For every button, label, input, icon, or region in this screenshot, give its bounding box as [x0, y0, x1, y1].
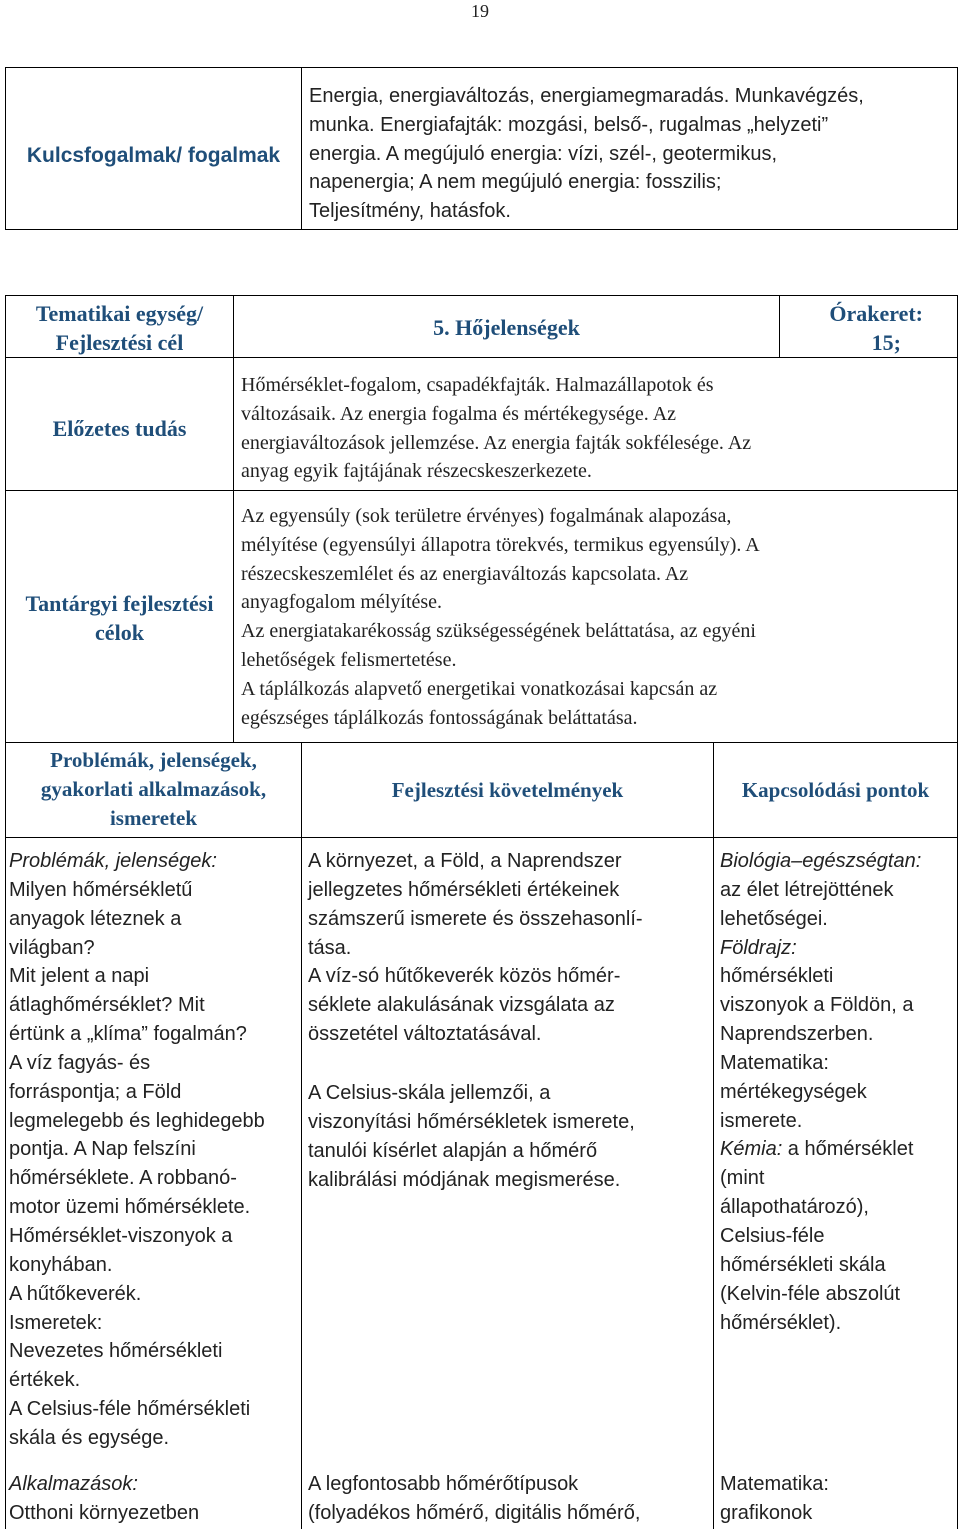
middle-line: (folyadékos hőmérő, digitális hőmérő,: [308, 1501, 641, 1524]
foldrajz-line: viszonyok a Földön, a: [720, 994, 914, 1017]
matematika2-label: Matematika:: [720, 1473, 829, 1495]
table2-left-border: [5, 295, 6, 1529]
tantargyi-line: részecskeszemlélet és az energiaváltozás kapcsolata. Az: [241, 562, 689, 585]
matematika-line: ismerete.: [720, 1109, 803, 1132]
middle-line: A Celsius-skála jellemzői, a: [308, 1082, 551, 1104]
elozetes-line: anyag egyik fajtájának részecskeszerkezete.: [241, 460, 592, 483]
kulcsfogalmak-line: energia. A megújuló energia: vízi, szél-, geotermikus,: [309, 142, 778, 165]
middle-line: A víz-só hűtőkeverék közös hőmér-: [308, 965, 621, 988]
col3-header: Kapcsolódási pontok: [741, 778, 930, 802]
left-line: pontja. A Nap felszíni: [9, 1138, 196, 1161]
table2-top-border: [5, 295, 958, 296]
middle-block-1: [308, 847, 710, 1049]
left-line: Hőmérséklet-viszonyok a: [9, 1224, 233, 1247]
middle-line: számszerű ismerete és összehasonlí-: [308, 907, 643, 930]
kemia-label: Kémia:: [720, 1138, 783, 1161]
foldrajz-line: Naprendszerben.: [720, 1023, 874, 1046]
left-column: [9, 847, 299, 1453]
tantargyi-text: [241, 502, 953, 732]
tantargyi-label-line2: célok: [95, 620, 144, 645]
left-line: értünk a „klíma” fogalmán?: [9, 1023, 247, 1046]
tematikai-label-line2: Fejlesztési cél: [55, 330, 184, 355]
kemia-line: (mint: [720, 1167, 765, 1190]
table1-right-border: [957, 67, 958, 230]
col2-header: Fejlesztési követelmények: [391, 778, 624, 802]
tantargyi-line: Az energiatakarékosság szükségességének beláttatása, az egyéni: [241, 620, 756, 643]
table2-right-border: [957, 295, 958, 1529]
left-line: Milyen hőmérsékletű: [9, 878, 193, 901]
table2-label-divider: [233, 295, 234, 743]
foldrajz-label: Földrajz:: [720, 936, 797, 959]
orakeret-line1: Órakeret:: [829, 301, 923, 326]
table1-top-border: [5, 67, 958, 68]
table1-bottom-border: [5, 229, 958, 230]
left-line: motor üzemi hőmérséklete.: [9, 1196, 251, 1219]
tematikai-label-line1: Tematikai egység/: [35, 301, 204, 326]
right-column: [720, 847, 956, 1337]
kulcsfogalmak-line: napenergia; A nem megújuló energia: fosszilis;: [309, 171, 722, 194]
kemia-line: (Kelvin-féle abszolút: [720, 1282, 901, 1305]
middle-line: A környezet, a Föld, a Naprendszer: [308, 850, 622, 872]
middle-line: tanulói kísérlet alapján a hőmérő: [308, 1139, 598, 1162]
matematika2-line: grafikonok: [720, 1501, 813, 1524]
kemia-line: hőmérséklet).: [720, 1311, 842, 1334]
orakeret-line2: 15;: [871, 330, 901, 355]
middle-line: jellegzetes hőmérsékleti értékeinek: [308, 878, 620, 901]
kulcsfogalmak-text: [309, 82, 949, 226]
kulcsfogalmak-line: Energia, energiaváltozás, energiamegmaradás. Munkavégzés,: [309, 85, 864, 107]
elozetes-label: Előzetes tudás: [52, 416, 187, 441]
elozetes-line: Hőmérséklet-fogalom, csapadékfajták. Halmazállapotok és: [241, 374, 714, 396]
col1-header-line2: gyakorlati alkalmazások,: [40, 777, 267, 801]
elozetes-text: [241, 371, 953, 486]
elozetes-row-bottom: [5, 490, 958, 491]
matematika-label: Matematika:: [720, 1051, 829, 1074]
kulcsfogalmak-line: Teljesítmény, hatásfok.: [309, 200, 511, 223]
problemak-heading: Problémák, jelenségek:: [9, 850, 217, 872]
left-line: A víz fagyás- és: [9, 1051, 151, 1074]
tantargyi-row-bottom: [5, 742, 958, 743]
tematikai-label: [6, 299, 233, 357]
left-line: értékek.: [9, 1369, 81, 1392]
alkalmazasok-block: [9, 1470, 299, 1528]
left-line: skála és egysége.: [9, 1426, 170, 1449]
col1-header-line1: Problémák, jelenségek,: [50, 748, 257, 772]
tantargyi-line: A táplálkozás alapvető energetikai vonatkozásai kapcsán az: [241, 677, 718, 700]
kulcsfogalmak-line: munka. Energiafajták: mozgási, belső-, rugalmas „helyzeti”: [309, 113, 829, 136]
table1-divider: [301, 67, 302, 230]
tantargyi-line: anyagfogalom mélyítése.: [241, 591, 443, 614]
left-line: A hűtőkeverék.: [9, 1282, 142, 1305]
kemia-line: állapothatározó),: [720, 1196, 869, 1219]
matematika-line: mértékegységek: [720, 1080, 867, 1103]
tantargyi-line: lehetőségek felismertetése.: [241, 648, 457, 671]
left-line: anyagok léteznek a: [9, 907, 182, 930]
kemia-line: hőmérsékleti skála: [720, 1253, 886, 1276]
middle-line: kalibrálási módjának megismerése.: [308, 1168, 621, 1191]
col1-header: [6, 746, 301, 833]
col1-header-line3: ismeretek: [109, 806, 198, 830]
alkalmazasok-line: Otthoni környezetben: [9, 1501, 200, 1524]
left-line: Ismeretek:: [9, 1311, 103, 1334]
page-number: 19: [471, 1, 489, 21]
kemia-first-line: [720, 1135, 956, 1164]
middle-line: A legfontosabb hőmérőtípusok: [308, 1473, 579, 1495]
biologia-line: az élet létrejöttének: [720, 878, 894, 901]
biologia-label: Biológia–egészségtan:: [720, 850, 922, 872]
biologia-line: lehetőségei.: [720, 907, 828, 930]
tantargyi-label: [6, 589, 233, 647]
column-divider-1: [301, 743, 302, 1529]
left-line: Mit jelent a napi: [9, 965, 150, 988]
tantargyi-label-line1: Tantárgyi fejlesztési: [25, 591, 214, 616]
middle-line: séklete alakulásának vizsgálata az: [308, 994, 615, 1017]
right-bottom-block: [720, 1470, 956, 1528]
left-line: átlaghőmérséklet? Mit: [9, 994, 205, 1017]
elozetes-line: változásaik. Az energia fogalma és mértékegysége. Az: [241, 402, 677, 425]
left-line: konyhában.: [9, 1253, 113, 1276]
left-line: világban?: [9, 936, 95, 959]
header-row-bottom: [5, 357, 958, 358]
left-line: hőmérséklete. A robbanó-: [9, 1167, 237, 1190]
elozetes-line: energiaváltozások jellemzése. Az energia fajták sokfélesége. Az: [241, 431, 752, 454]
middle-block-2: [308, 1079, 710, 1194]
left-line: legmelegebb és leghidegebb: [9, 1109, 265, 1132]
alkalmazasok-heading: Alkalmazások:: [9, 1473, 138, 1495]
columns-header-bottom: [5, 837, 958, 838]
orakeret: [780, 299, 957, 357]
left-line: forráspontja; a Föld: [9, 1080, 182, 1103]
tantargyi-line: mélyítése (egyensúlyi állapotra törekvés, termikus egyensúly). A: [241, 533, 760, 556]
middle-line: viszonyítási hőmérsékletek ismerete,: [308, 1110, 635, 1133]
foldrajz-line: hőmérsékleti: [720, 965, 834, 988]
middle-line: összetétel változtatásával.: [308, 1023, 542, 1046]
unit-title: 5. Hőjelenségek: [433, 315, 580, 340]
tantargyi-line: Az egyensúly (sok területre érvényes) fogalmának alapozása,: [241, 505, 732, 527]
left-line: A Celsius-féle hőmérsékleti: [9, 1398, 251, 1421]
left-line: Nevezetes hőmérsékleti: [9, 1340, 223, 1363]
kemia-line: Celsius-féle: [720, 1224, 825, 1247]
tantargyi-line: egészséges táplálkozás fontosságának beláttatása.: [241, 706, 638, 729]
middle-line: tása.: [308, 936, 352, 959]
middle-block-3: [308, 1470, 710, 1528]
kulcsfogalmak-label: Kulcsfogalmak/ fogalmak: [26, 144, 281, 167]
column-divider-2: [713, 743, 714, 1529]
kemia-first-text: a hőmérséklet: [782, 1138, 914, 1161]
